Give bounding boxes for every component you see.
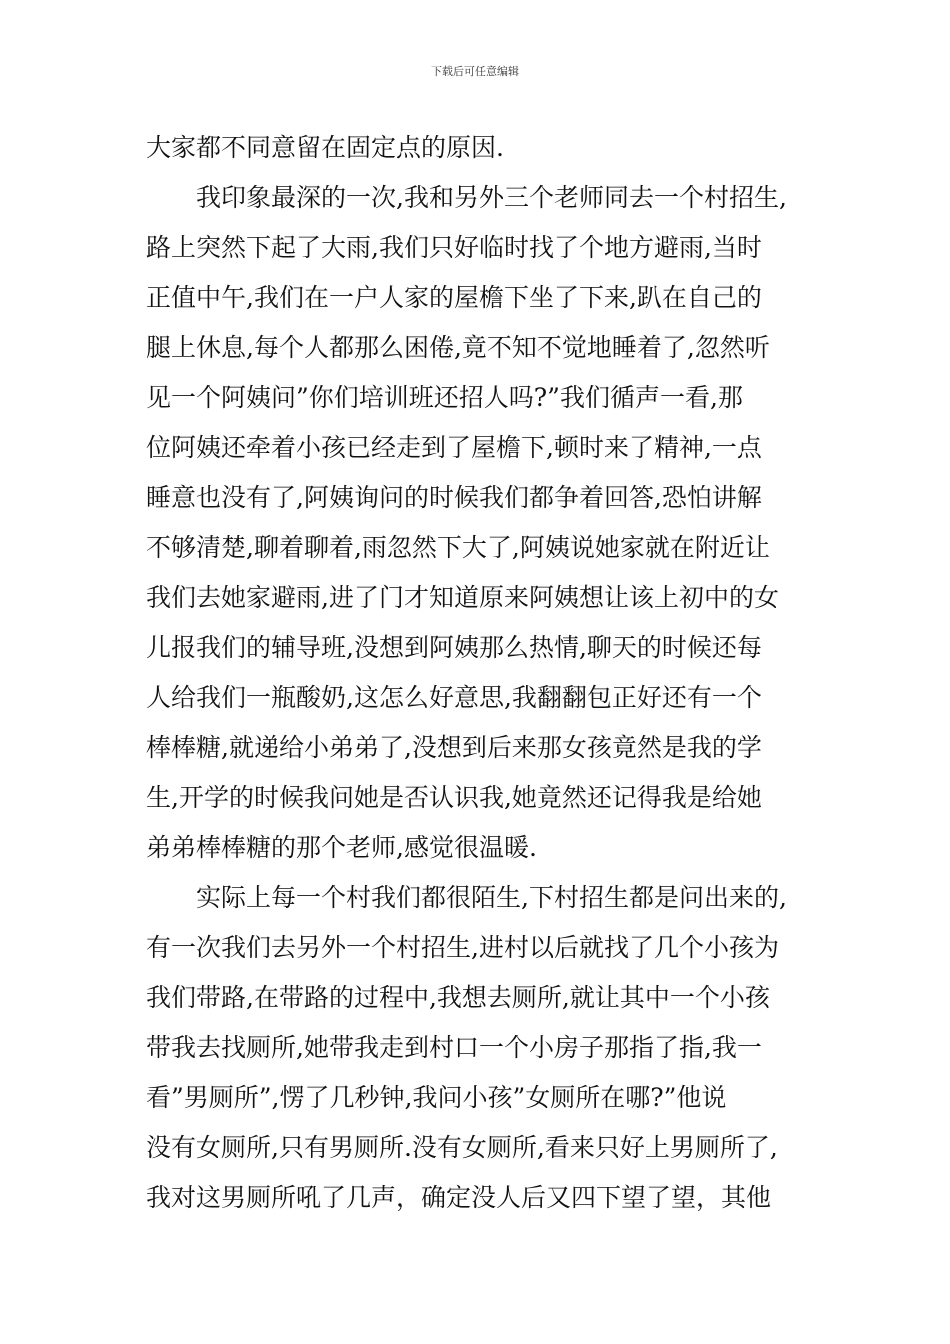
text-line: 我对这男厕所吼了几声，确定没人后又四下望了望，其他 — [146, 1183, 772, 1212]
text-line: 我们去她家避雨,进了门才知道原来阿姨想让该上初中的女 — [146, 583, 779, 612]
text-line: 带我去找厕所,她带我走到村口一个小房子那指了指,我一 — [146, 1033, 762, 1062]
text-line: 看”男厕所”,愣了几秒钟,我问小孩”女厕所在哪?”他说 — [146, 1083, 727, 1112]
text-line: 儿报我们的辅导班,没想到阿姨那么热情,聊天的时候还每 — [146, 633, 762, 662]
text-line: 正值中午,我们在一户人家的屋檐下坐了下来,趴在自己的 — [146, 283, 762, 312]
text-line: 生,开学的时候我问她是否认识我,她竟然还记得我是给她 — [146, 783, 762, 812]
text-line: 腿上休息,每个人都那么困倦,竟不知不觉地睡着了,忽然听 — [146, 333, 770, 362]
text-line: 见一个阿姨问”你们培训班还招人吗?”我们循声一看,那 — [146, 383, 743, 412]
text-line: 大家都不同意留在固定点的原因. — [146, 133, 504, 162]
text-line: 棒棒糖,就递给小弟弟了,没想到后来那女孩竟然是我的学 — [146, 733, 762, 762]
text-line: 没有女厕所,只有男厕所.没有女厕所,看来只好上男厕所了, — [146, 1133, 778, 1162]
text-line: 人给我们一瓶酸奶,这怎么好意思,我翻翻包正好还有一个 — [146, 683, 762, 712]
text-line: 我印象最深的一次,我和另外三个老师同去一个村招生, — [196, 183, 787, 212]
text-line: 睡意也没有了,阿姨询问的时候我们都争着回答,恐怕讲解 — [146, 483, 762, 512]
text-line: 不够清楚,聊着聊着,雨忽然下大了,阿姨说她家就在附近让 — [146, 533, 770, 562]
text-line: 我们带路,在带路的过程中,我想去厕所,就让其中一个小孩 — [146, 983, 770, 1012]
document-body — [146, 128, 812, 1228]
text-line: 弟弟棒棒糖的那个老师,感觉很温暖. — [146, 833, 537, 862]
text-line: 位阿姨还牵着小孩已经走到了屋檐下,顿时来了精神,一点 — [146, 433, 762, 462]
page-header: 下载后可任意编辑 — [431, 65, 519, 78]
text-line: 实际上每一个村我们都很陌生,下村招生都是问出来的, — [196, 883, 787, 912]
text-line: 路上突然下起了大雨,我们只好临时找了个地方避雨,当时 — [146, 233, 762, 262]
text-line: 有一次我们去另外一个村招生,进村以后就找了几个小孩为 — [146, 933, 779, 962]
